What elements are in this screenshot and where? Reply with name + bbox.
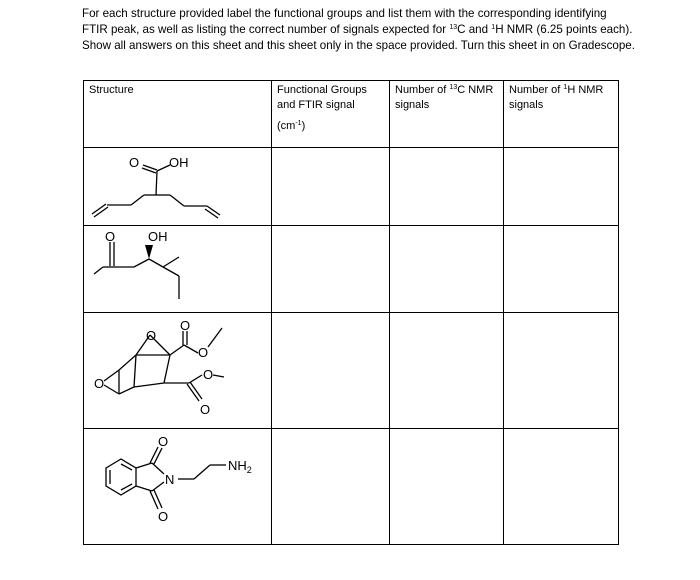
instructions-line-2-text-b: C and — [457, 23, 492, 36]
structure-2-hydroxyl: OH — [148, 229, 168, 244]
header-fg-unit-close: ) — [301, 120, 306, 132]
structure-cell-4 — [84, 429, 272, 545]
previous-line-clipped — [0, 0, 700, 3]
structure-4-amine-subscript: 2 — [246, 465, 252, 475]
instructions-line-2-text: FTIR peak, as well as listing the correct number of signals expected for — [82, 23, 450, 36]
structure-3-bridge-o: O — [146, 328, 157, 343]
structure-2-functional-groups-answer[interactable] — [272, 226, 390, 313]
structure-cell-3 — [84, 313, 272, 429]
structure-3-c13-answer[interactable] — [390, 313, 504, 429]
header-h1-sup: 1 — [563, 84, 568, 91]
instructions-line-2-text-c: H NMR (6.25 points each). — [495, 23, 633, 36]
structure-3-ester2-carbonyl-o: O — [200, 402, 211, 417]
structure-2-drawing — [84, 226, 271, 312]
structure-3-ester1-carbonyl-o: O — [180, 318, 191, 333]
header-row — [84, 81, 619, 148]
structure-3-epoxide-o: O — [94, 376, 105, 391]
structure-row-3 — [84, 313, 619, 429]
header-c13-nmr — [390, 81, 504, 148]
structure-4-h1-answer[interactable] — [504, 429, 619, 545]
structure-row-4 — [84, 429, 619, 545]
header-fg-line1: Functional Groups — [277, 84, 367, 96]
header-structure-label: Structure — [89, 84, 134, 96]
structure-4-c13-answer[interactable] — [390, 429, 504, 545]
structure-1-h1-answer[interactable] — [504, 148, 619, 226]
instructions-line-3: Show all answers on this sheet and this sheet only in the space provided. Turn this sheet in on Gradescope. — [82, 39, 635, 52]
structure-1-carbonyl-o: O — [129, 155, 140, 170]
header-fg-unit-text: (cm — [277, 120, 296, 132]
structure-4-nitrogen: N — [165, 472, 175, 487]
structure-row-1 — [84, 148, 619, 226]
header-fg-line2: and FTIR signal — [277, 99, 355, 111]
structure-2-c13-answer[interactable] — [390, 226, 504, 313]
header-fg-unit-sup: -1 — [295, 120, 302, 127]
structure-1-drawing — [84, 148, 271, 225]
structure-cell-2 — [84, 226, 272, 313]
structure-3-ester2-ether-o: O — [203, 367, 214, 382]
structure-4-drawing — [84, 429, 271, 544]
header-h1-nmr — [504, 81, 619, 148]
instructions-line-1: For each structure provided label the functional groups and list them with the corresponding identifying — [82, 7, 607, 20]
structure-4-amine-nh: NH — [228, 458, 247, 473]
header-h1-line1 — [509, 83, 613, 98]
header-fg-unit — [277, 119, 384, 134]
header-structure — [84, 81, 272, 148]
superscript-13: 13 — [449, 24, 458, 31]
structure-1-hydroxyl: OH — [169, 155, 189, 170]
structure-2-carbonyl-o: O — [105, 229, 116, 244]
header-h1-prefix: Number of — [509, 84, 564, 96]
structure-2-h1-answer[interactable] — [504, 226, 619, 313]
structure-1-c13-answer[interactable] — [390, 148, 504, 226]
structure-3-drawing — [84, 313, 271, 428]
header-c13-line2: signals — [395, 99, 430, 111]
header-functional-groups — [272, 81, 390, 148]
structure-1-functional-groups-answer[interactable] — [272, 148, 390, 226]
superscript-1: 1 — [491, 24, 496, 31]
instructions-line-2 — [82, 22, 642, 38]
structure-row-2 — [84, 226, 619, 313]
structure-4-imide-o-top: O — [158, 434, 169, 449]
structure-4-imide-o-bottom: O — [158, 509, 169, 524]
structure-2-bonds — [94, 242, 179, 299]
header-h1-suffix: H NMR — [567, 84, 604, 96]
structure-3-ester1-ether-o: O — [198, 345, 209, 360]
answer-table — [83, 80, 619, 545]
header-c13-prefix: Number of — [395, 84, 450, 96]
structure-4-amine — [228, 458, 252, 475]
structure-3-functional-groups-answer[interactable] — [272, 313, 390, 429]
header-c13-suffix: C NMR — [457, 84, 494, 96]
structure-3-bonds — [104, 328, 224, 401]
instructions — [82, 6, 642, 54]
structure-4-functional-groups-answer[interactable] — [272, 429, 390, 545]
structure-cell-1 — [84, 148, 272, 226]
structure-1-bonds — [92, 165, 220, 218]
structure-3-h1-answer[interactable] — [504, 313, 619, 429]
header-c13-line1 — [395, 83, 498, 98]
header-h1-line2: signals — [509, 99, 544, 111]
header-c13-sup: 13 — [449, 84, 458, 91]
